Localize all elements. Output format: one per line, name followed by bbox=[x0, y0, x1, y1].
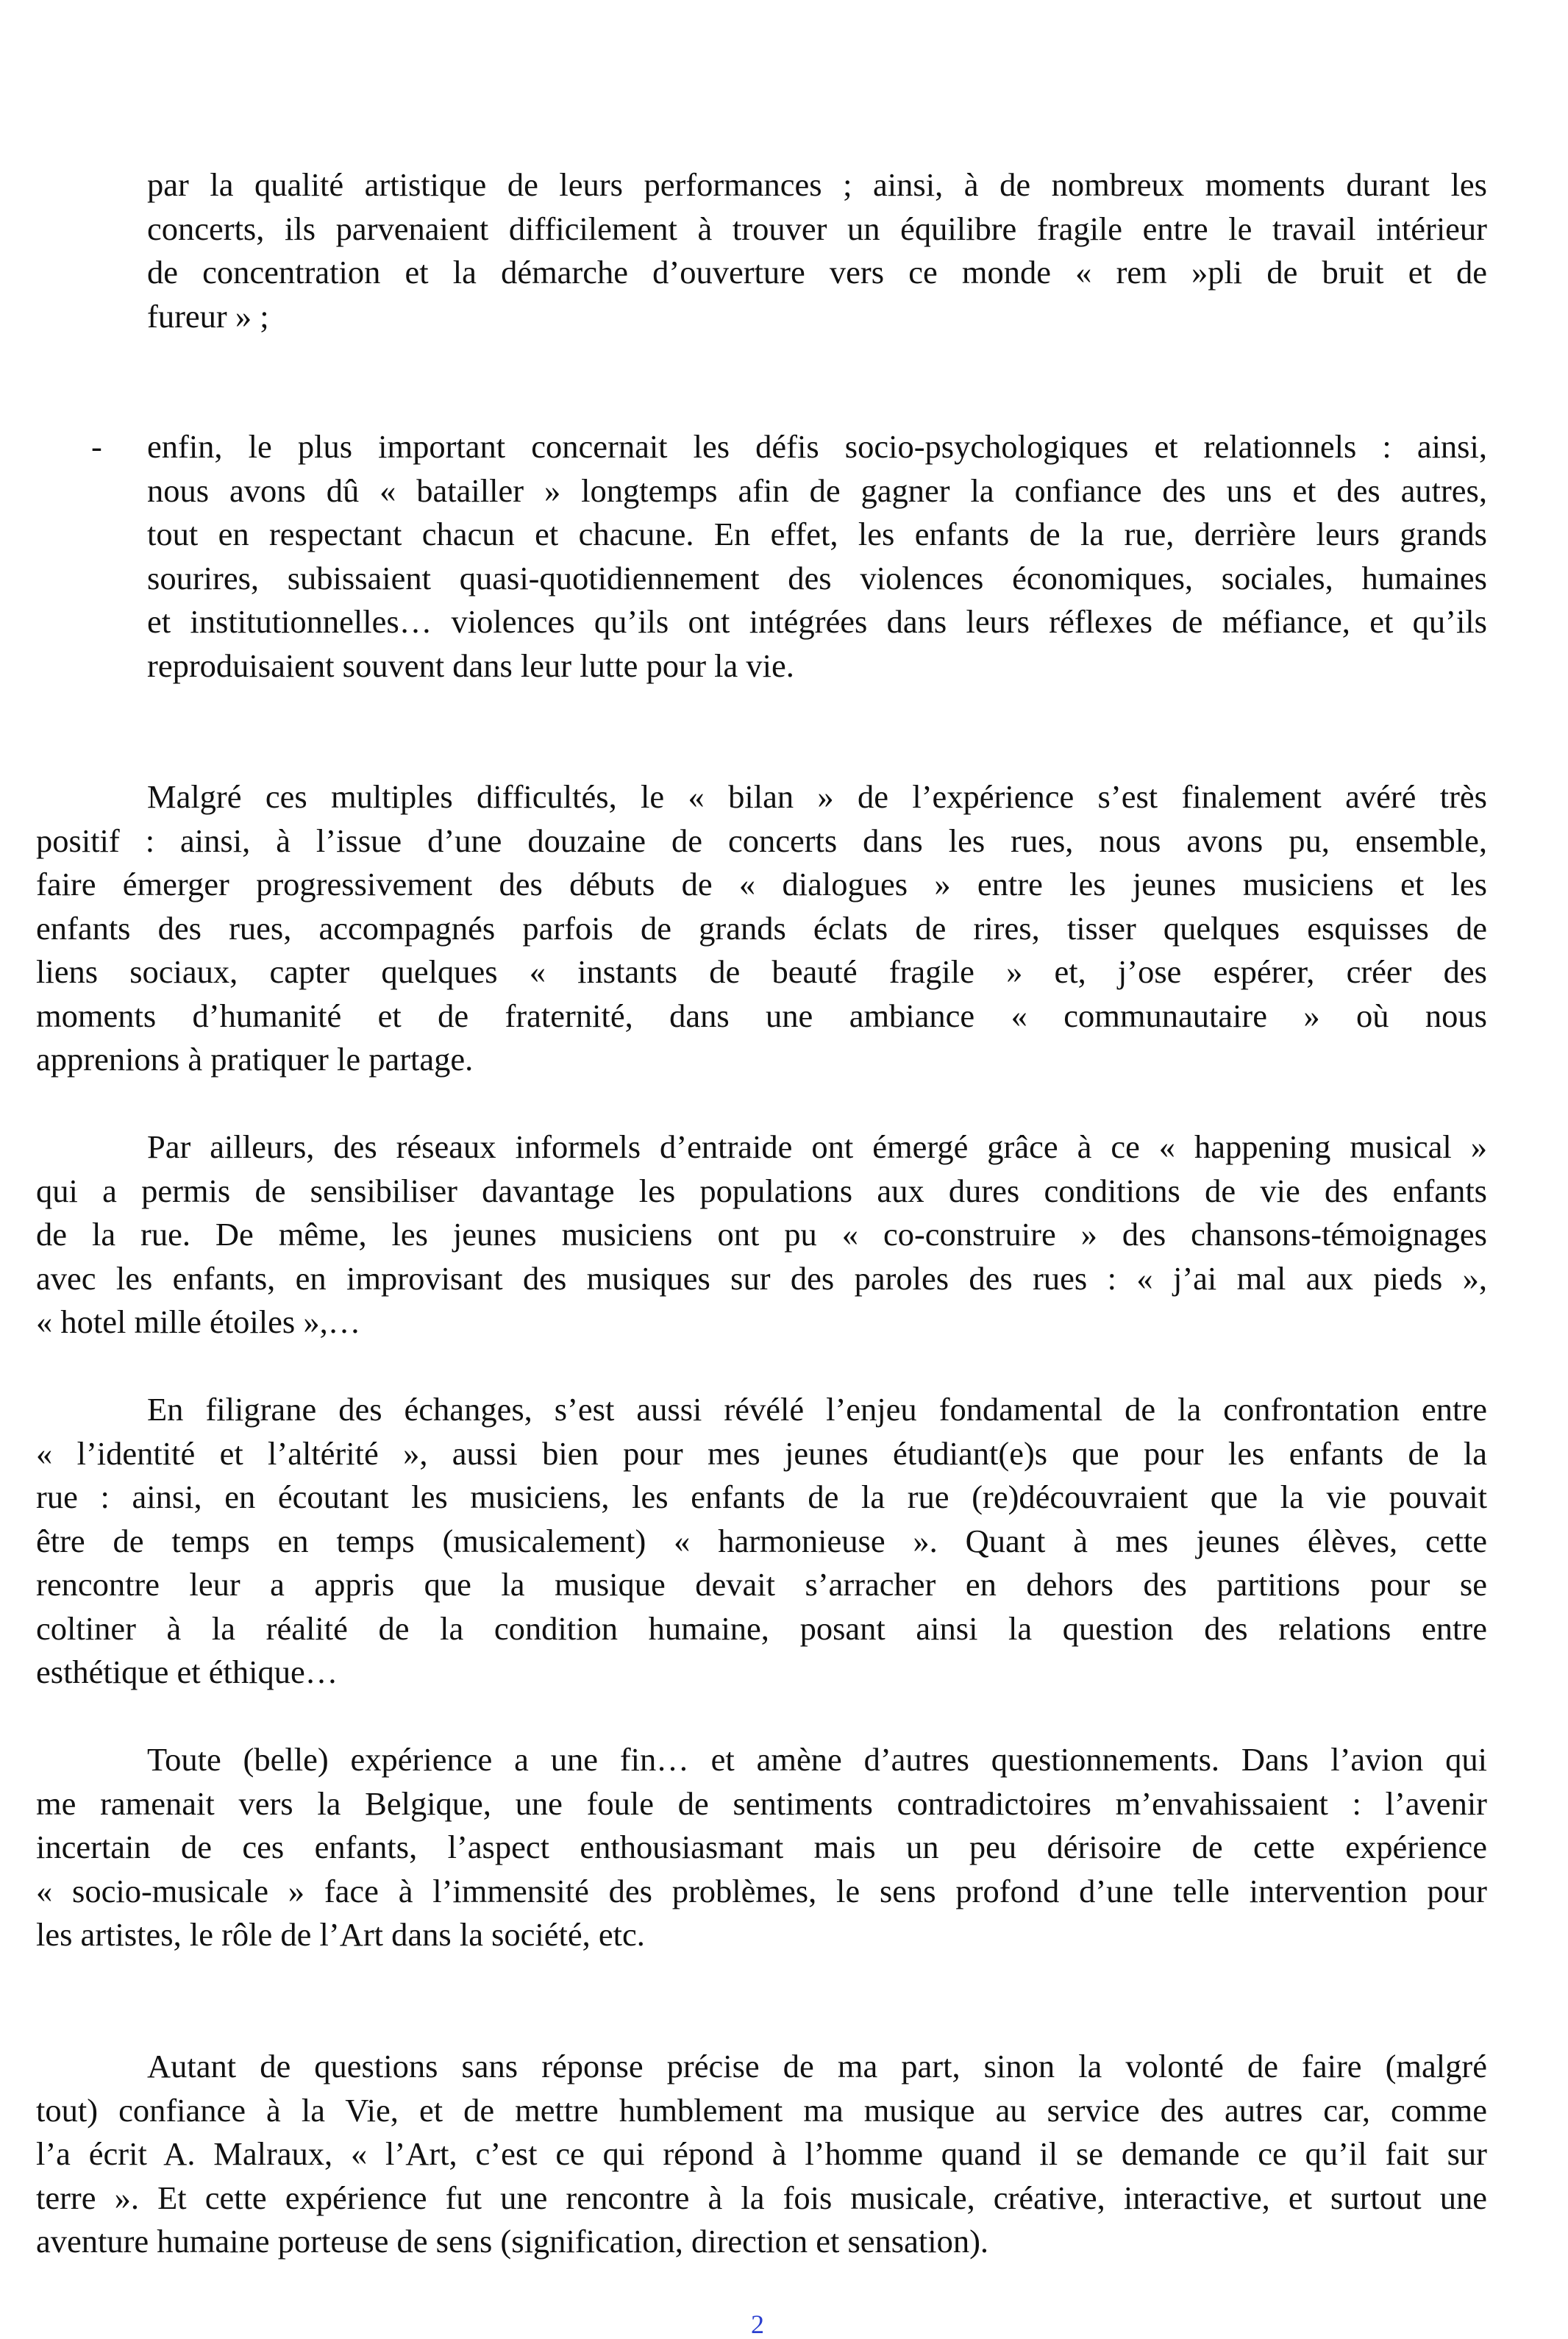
text-line: être de temps en temps (musicalement) « harmonieuse ». Quant à mes jeunes élèves, cette bbox=[36, 1522, 1487, 1559]
bullet-dash: - bbox=[91, 428, 102, 465]
text-line: fureur » ; bbox=[147, 297, 269, 335]
text-line: aventure humaine porteuse de sens (signification, direction et sensation). bbox=[36, 2223, 989, 2260]
text-line: me ramenait vers la Belgique, une foule de sentiments contradictoires m’envahissaient : l’avenir bbox=[36, 1784, 1487, 1822]
text-line: apprenions à pratiquer le partage. bbox=[36, 1041, 474, 1078]
text-line: « l’identité et l’altérité », aussi bien pour mes jeunes étudiant(e)s que pour les enfants de la bbox=[36, 1434, 1487, 1472]
text-line: « hotel mille étoiles »,… bbox=[36, 1303, 361, 1340]
text-line: faire émerger progressivement des débuts de « dialogues » entre les jeunes musiciens et les bbox=[36, 866, 1487, 903]
paragraph-3 bbox=[36, 775, 1487, 1082]
text-line: sourires, subissaient quasi-quotidiennement des violences économiques, sociales, humaines bbox=[147, 559, 1487, 597]
text-line: concerts, ils parvenaient difficilement à trouver un équilibre fragile entre le travail intérieur bbox=[147, 210, 1487, 247]
text-line: enfin, le plus important concernait les défis socio-psychologiques et relationnels : ainsi, bbox=[147, 428, 1487, 465]
text-line: rue : ainsi, en écoutant les musiciens, les enfants de la rue (re)découvraient que la vie pouvait bbox=[36, 1478, 1487, 1515]
text-line: et institutionnelles… violences qu’ils ont intégrées dans leurs réflexes de méfiance, et qu’ils bbox=[147, 603, 1487, 640]
paragraph-1 bbox=[147, 163, 1487, 338]
text-line: terre ». Et cette expérience fut une rencontre à la fois musicale, créative, interactive, et surtout une bbox=[36, 2179, 1487, 2216]
text-line: tout) confiance à la Vie, et de mettre humblement ma musique au service des autres car, comme bbox=[36, 2091, 1487, 2129]
text-line: Toute (belle) expérience a une fin… et amène d’autres questionnements. Dans l’avion qui bbox=[147, 1741, 1487, 1778]
text-line: rencontre leur a appris que la musique devait s’arracher en dehors des partitions pour se bbox=[36, 1566, 1487, 1603]
text-line: esthétique et éthique… bbox=[36, 1653, 338, 1690]
text-line: reproduisaient souvent dans leur lutte pour la vie. bbox=[147, 647, 794, 684]
text-line: l’a écrit A. Malraux, « l’Art, c’est ce qui répond à l’homme quand il se demande ce qu’il fait sur bbox=[36, 2135, 1487, 2172]
paragraph-2 bbox=[147, 425, 1487, 688]
paragraph-5 bbox=[36, 1388, 1487, 1695]
paragraph-6 bbox=[36, 1738, 1487, 1957]
text-line: moments d’humanité et de fraternité, dans une ambiance « communautaire » où nous bbox=[36, 997, 1487, 1034]
text-line: qui a permis de sensibiliser davantage les populations aux dures conditions de vie des enfants bbox=[36, 1172, 1487, 1209]
text-line: incertain de ces enfants, l’aspect enthousiasmant mais un peu dérisoire de cette expérience bbox=[36, 1829, 1487, 1865]
text-line: En filigrane des échanges, s’est aussi révélé l’enjeu fondamental de la confrontation entre bbox=[147, 1391, 1487, 1428]
text-line: Autant de questions sans réponse précise de ma part, sinon la volonté de faire (malgré bbox=[147, 2048, 1487, 2085]
text-line: enfants des rues, accompagnés parfois de grands éclats de rires, tisser quelques esquisses de bbox=[36, 909, 1487, 947]
text-line: positif : ainsi, à l’issue d’une douzaine de concerts dans les rues, nous avons pu, ensemble, bbox=[36, 822, 1487, 859]
text-line: de concentration et la démarche d’ouverture vers ce monde « rem »pli de bruit et de bbox=[147, 254, 1487, 291]
page-number: 2 bbox=[751, 2310, 764, 2339]
text-line: « socio-musicale » face à l’immensité des problèmes, le sens profond d’une telle intervention pour bbox=[36, 1872, 1487, 1909]
paragraph-7 bbox=[36, 2045, 1487, 2264]
text-line: nous avons dû « batailler » longtemps afin de gagner la confiance des uns et des autres, bbox=[147, 471, 1487, 509]
text-line: liens sociaux, capter quelques « instants de beauté fragile » et, j’ose espérer, créer des bbox=[36, 953, 1487, 990]
text-line: de la rue. De même, les jeunes musiciens ont pu « co-construire » des chansons-témoignages bbox=[36, 1216, 1487, 1253]
text-line: avec les enfants, en improvisant des musiques sur des paroles des rues : « j’ai mal aux pieds », bbox=[36, 1259, 1487, 1297]
text-line: Malgré ces multiples difficultés, le « bilan » de l’expérience s’est finalement avéré très bbox=[147, 778, 1487, 815]
paragraph-4 bbox=[36, 1125, 1487, 1345]
text-line: les artistes, le rôle de l’Art dans la société, etc. bbox=[36, 1916, 645, 1953]
text-line: par la qualité artistique de leurs performances ; ainsi, à de nombreux moments durant les bbox=[147, 166, 1487, 203]
text-line: Par ailleurs, des réseaux informels d’entraide ont émergé grâce à ce « happening musical » bbox=[147, 1128, 1487, 1165]
text-line: coltiner à la réalité de la condition humaine, posant ainsi la question des relations entre bbox=[36, 1609, 1487, 1647]
text-line: tout en respectant chacun et chacune. En effet, les enfants de la rue, derrière leurs grands bbox=[147, 516, 1487, 552]
